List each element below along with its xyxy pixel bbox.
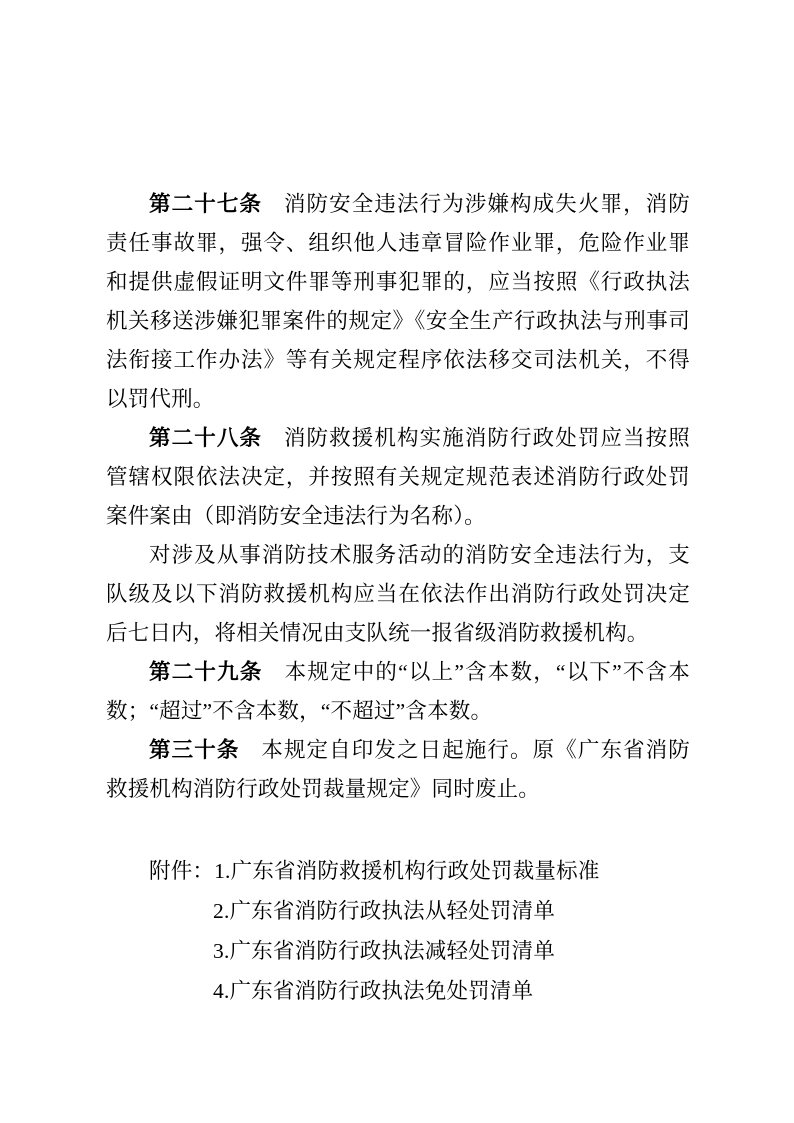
- paragraph-text: 对涉及从事消防技术服务活动的消防安全违法行为，支队级及以下消防救援机构应当在依法作出消防行政处罚决定后七日内，将相关情况由支队统一报省级消防救援机构。: [106, 543, 690, 645]
- attachments-label: 附件：: [149, 859, 215, 883]
- attachment-row: [106, 891, 690, 931]
- attachment-row: [106, 851, 690, 891]
- article-paragraph-30: [106, 731, 690, 809]
- attachment-row: [106, 971, 690, 1011]
- article-paragraph-27: [106, 185, 690, 419]
- article-number: 第三十条: [149, 738, 240, 762]
- attachment-item: 2.广东省消防行政执法从轻处罚清单: [213, 899, 556, 923]
- paragraph-text: 消防救援机构实施消防行政处罚应当按照管辖权限依法决定，并按照有关规定规范表述消防行政处罚案件案由（即消防安全违法行为名称）。: [106, 426, 690, 528]
- attachment-row: [106, 931, 690, 971]
- attachments-block: [106, 851, 690, 1011]
- article-number: 第二十九条: [149, 660, 263, 684]
- attachment-item: 4.广东省消防行政执法免处罚清单: [213, 979, 534, 1003]
- article-paragraph-29: [106, 653, 690, 731]
- attachment-item: 1.广东省消防救援机构行政处罚裁量标准: [214, 859, 600, 883]
- article-paragraph-28: [106, 419, 690, 536]
- paragraph-text: 本规定中的“以上”含本数，“以下”不含本数；“超过”不含本数，“不超过”含本数。: [106, 660, 690, 723]
- attachment-item: 3.广东省消防行政执法减轻处罚清单: [213, 939, 556, 963]
- article-number: 第二十七条: [149, 192, 263, 216]
- body-paragraph: [106, 536, 690, 653]
- article-number: 第二十八条: [149, 426, 263, 450]
- paragraph-text: 本规定自印发之日起施行。原《广东省消防救援机构消防行政处罚裁量规定》同时废止。: [106, 738, 690, 801]
- paragraph-text: 消防安全违法行为涉嫌构成失火罪，消防责任事故罪，强令、组织他人违章冒险作业罪，危险作业罪和提供虚假证明文件罪等刑事犯罪的，应当按照《行政执法机关移送涉嫌犯罪案件的规定》《安全生产行政执法与刑事司法衔接工作办法》等有关规定程序依法移交司法机关，不得以罚代刑。: [106, 192, 690, 411]
